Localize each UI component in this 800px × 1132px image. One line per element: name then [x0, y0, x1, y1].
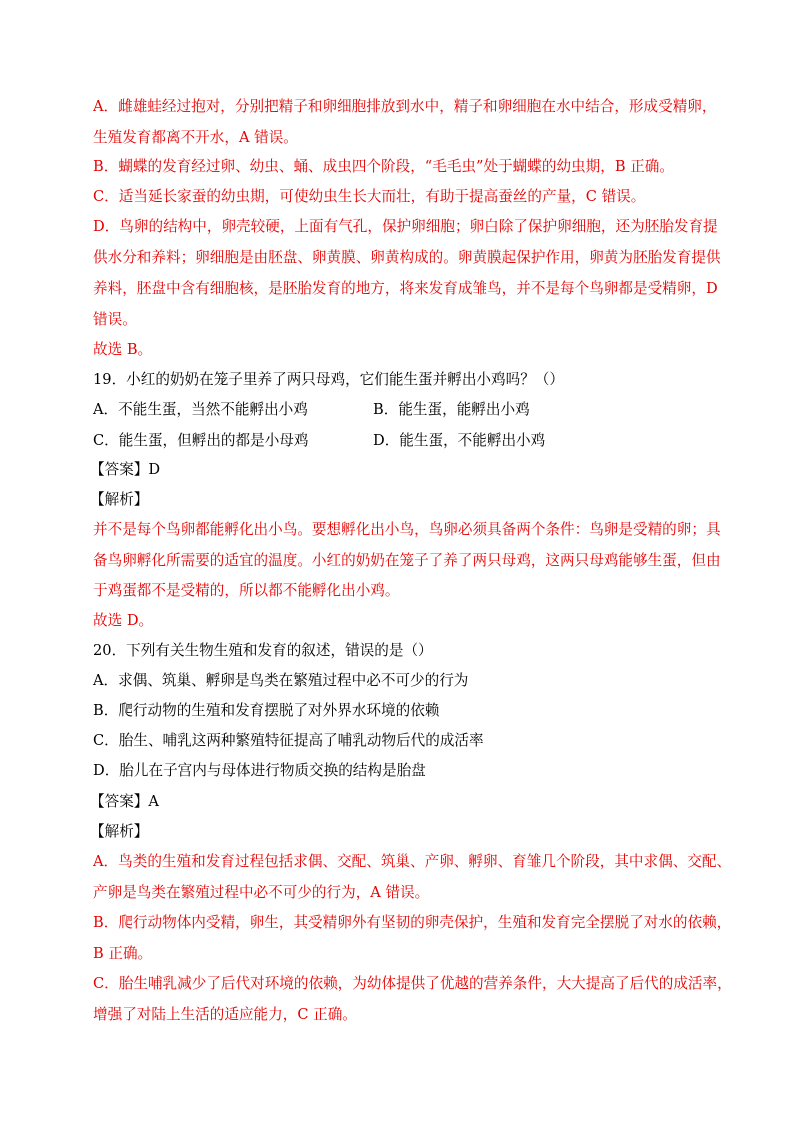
- analysis-b-line: B．蝴蝶的发育经过卵、幼虫、蛹、成虫四个阶段，“毛毛虫”处于蝴蝶的幼虫期，B 正确。: [93, 158, 674, 175]
- q20-option-d: D．胎儿在子宫内与母体进行物质交换的结构是胎盘: [93, 762, 426, 779]
- question-20-stem: 20．下列有关生物生殖和发育的叙述，错误的是（）: [93, 642, 433, 659]
- q20-analysis-a-line-1: A．鸟类的生殖和发育过程包括求偶、交配、筑巢、产卵、孵卵、育雏几个阶段，其中求偶、交配、: [93, 853, 732, 870]
- q20-analysis-b-line-1: B．爬行动物体内受精，卵生，其受精卵外有坚韧的卵壳保护，生殖和发育完全摆脱了对水的依赖，: [93, 914, 732, 931]
- analysis-c-line: C．适当延长家蚕的幼虫期，可使幼虫生长大而壮，有助于提高蚕丝的产量，C 错误。: [93, 188, 646, 205]
- question-19-stem: 19．小红的奶奶在笼子里养了两只母鸡，它们能生蛋并孵出小鸡吗？（）: [93, 371, 564, 388]
- q19-option-d: D．能生蛋，不能孵出小鸡: [373, 432, 546, 449]
- q20-analysis-b-line-2: B 正确。: [93, 945, 153, 962]
- q19-option-a: A．不能生蛋，当然不能孵出小鸡: [93, 401, 308, 418]
- q19-analysis-label: 【解析】: [90, 491, 149, 508]
- q19-analysis-line-3: 于鸡蛋都不是受精的，所以都不能孵化出小鸡。: [93, 582, 400, 599]
- q20-option-a: A．求偶、筑巢、孵卵是鸟类在繁殖过程中必不可少的行为: [93, 672, 469, 689]
- q20-option-b: B．爬行动物的生殖和发育摆脱了对外界水环境的依赖: [93, 702, 440, 719]
- q19-answer-label: 【答案】D: [90, 461, 161, 478]
- q19-analysis-line-1: 并不是每个鸟卵都能孵化出小鸟。要想孵化出小鸟，鸟卵必须具备两个条件：鸟卵是受精的卵；具: [93, 521, 721, 538]
- q19-option-c: C．能生蛋，但孵出的都是小母鸡: [93, 432, 309, 449]
- analysis-d-line-2: 供水分和养料；卵细胞是由胚盘、卵黄膜、卵黄构成的。卵黄膜起保护作用，卵黄为胚胎发育提供: [93, 249, 721, 266]
- analysis-d-line-4: 错误。: [93, 311, 137, 328]
- choice-line: 故选 B。: [93, 341, 153, 358]
- q19-analysis-line-2: 备鸟卵孵化所需要的适宜的温度。小红的奶奶在笼子了养了两只母鸡，这两只母鸡能够生蛋，但由: [93, 552, 721, 569]
- q19-choice-line: 故选 D。: [93, 612, 154, 629]
- q20-analysis-c-line-1: C．胎生哺乳减少了后代对环境的依赖，为幼体提供了优越的营养条件，大大提高了后代的成活率，: [93, 975, 732, 992]
- analysis-d-line-3: 养料，胚盘中含有细胞核，是胚胎发育的地方，将来发育成雏鸟，并不是每个鸟卵都是受精卵，D: [93, 280, 718, 297]
- q20-option-c: C．胎生、哺乳这两种繁殖特征提高了哺乳动物后代的成活率: [93, 732, 484, 749]
- q20-answer-label: 【答案】A: [90, 793, 159, 810]
- analysis-a-line-2: 生殖发育都离不开水，A 错误。: [93, 129, 298, 146]
- analysis-d-line-1: D．鸟卵的结构中，卵壳较硬，上面有气孔，保护卵细胞；卵白除了保护卵细胞，还为胚胎发育提: [93, 218, 718, 235]
- q20-analysis-c-line-2: 增强了对陆上生活的适应能力，C 正确。: [93, 1006, 357, 1023]
- q20-analysis-label: 【解析】: [90, 823, 149, 840]
- q20-analysis-a-line-2: 产卵是鸟类在繁殖过程中必不可少的行为，A 错误。: [93, 884, 430, 901]
- analysis-a-line-1: A．雌雄蛙经过抱对，分别把精子和卵细胞排放到水中，精子和卵细胞在水中结合，形成受精卵，: [93, 98, 717, 115]
- q19-option-b: B．能生蛋，能孵出小鸡: [373, 401, 530, 418]
